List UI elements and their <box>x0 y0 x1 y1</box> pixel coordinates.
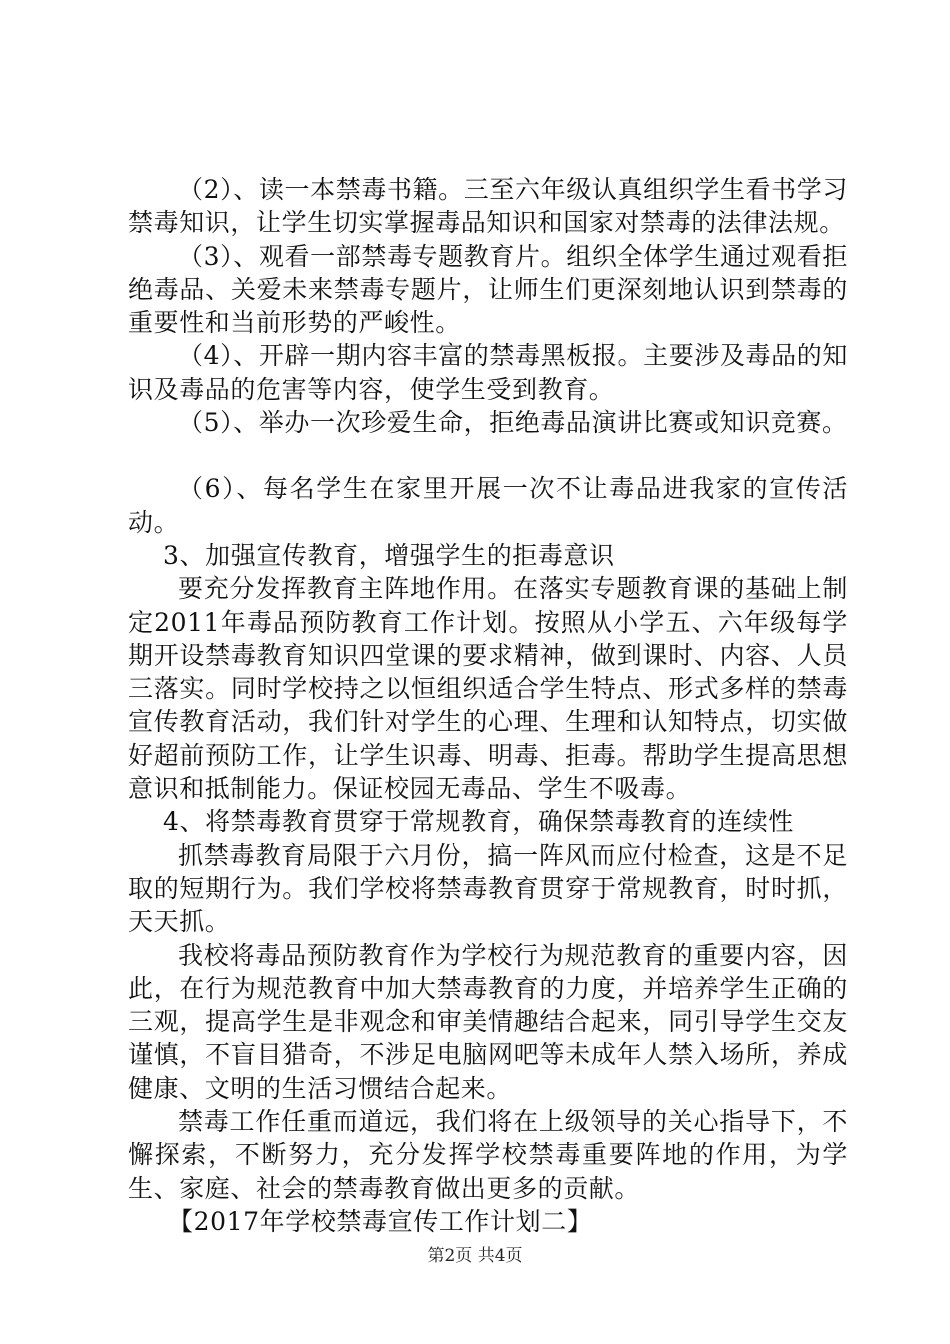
paragraph-item-3: （3）、观看一部禁毒专题教育片。组织全体学生通过观看拒绝毒品、关爱未来禁毒专题片，让师生们更深刻地认识到禁毒的重要性和当前形势的严峻性。 <box>128 241 848 338</box>
paragraph-conclusion: 禁毒工作任重而道远，我们将在上级领导的关心指导下，不懈探索，不断努力，充分发挥学校禁毒重要阵地的作用，为学生、家庭、社会的禁毒教育做出更多的贡献。 <box>128 1107 848 1203</box>
paragraph-item-6: （6）、每名学生在家里开展一次不让毒品进我家的宣传活动。 <box>128 474 848 537</box>
paragraph-item-2: （2）、读一本禁毒书籍。三至六年级认真组织学生看书学习禁毒知识，让学生切实掌握毒品知识和国家对禁毒的法律法规。 <box>128 175 848 238</box>
next-plan-title: 【2017年学校禁毒宣传工作计划二】 <box>168 1206 593 1236</box>
paragraph-behavior-norms: 我校将毒品预防教育作为学校行为规范教育的重要内容，因此，在行为规范教育中加大禁毒教育的力度，并培养学生正确的三观，提高学生是非观念和审美情趣结合起来，同引导学生交友谨慎，不盲目猎奇，不涉足电脑网吧等未成年人禁入场所，养成健康、文明的生活习惯结合起来。 <box>128 940 848 1103</box>
paragraph-item-5: （5）、举办一次珍爱生命，拒绝毒品演讲比赛或知识竞赛。 <box>178 408 848 438</box>
paragraph-propaganda-education: 要充分发挥教育主阵地作用。在落实专题教育课的基础上制定2011年毒品预防教育工作计划。按照从小学五、六年级每学期开设禁毒教育知识四堂课的要求精神，做到课时、内容、人员三落实。同时学校持之以恒组织适合学生特点、形式多样的禁毒宣传教育活动，我们针对学生的心理、生理和认知特点，切实做好超前预防工作，让学生识毒、明毒、拒毒。帮助学生提高思想意识和抵制能力。保证校园无毒品、学生不吸毒。 <box>128 574 848 804</box>
document-body <box>128 173 848 1238</box>
paragraph-item-4: （4）、开辟一期内容丰富的禁毒黑板报。主要涉及毒品的知识及毒品的危害等内容，使学生受到教育。 <box>128 341 848 404</box>
page-number-footer: 第2页 共4页 <box>427 1246 523 1266</box>
section-heading-4: 4、将禁毒教育贯穿于常规教育，确保禁毒教育的连续性 <box>163 807 794 837</box>
paragraph-routine-education: 抓禁毒教育局限于六月份，搞一阵风而应付检查，这是不足取的短期行为。我们学校将禁毒教育贯穿于常规教育，时时抓，天天抓。 <box>128 840 848 937</box>
section-heading-3: 3、加强宣传教育，增强学生的拒毒意识 <box>163 540 615 570</box>
